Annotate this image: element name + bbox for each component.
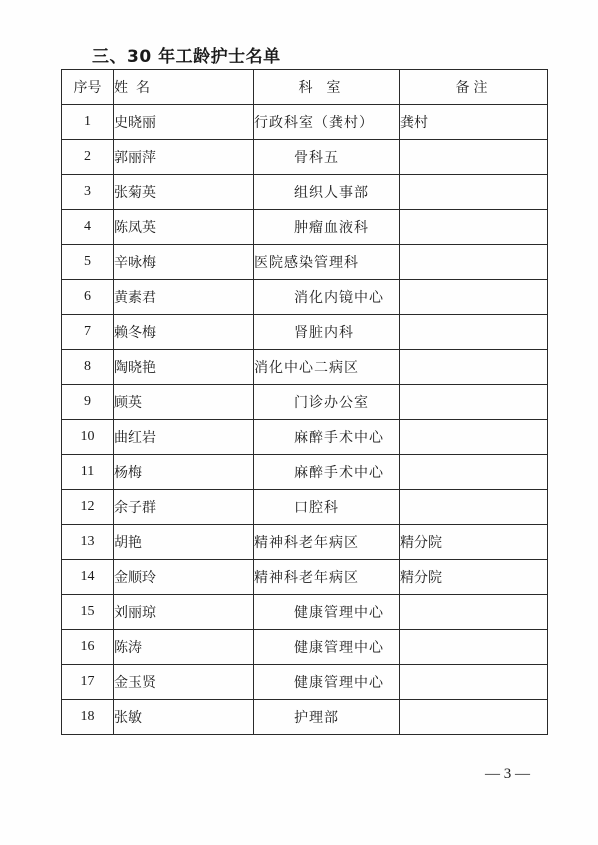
- cell-name: 顾英: [114, 385, 254, 420]
- cell-name: 金顺玲: [114, 560, 254, 595]
- table-row: [62, 455, 548, 490]
- header-seq: 序号: [62, 70, 114, 105]
- cell-dept: 健康管理中心: [254, 665, 400, 700]
- cell-seq: 18: [62, 700, 114, 735]
- cell-note: [400, 140, 548, 175]
- cell-note: [400, 210, 548, 245]
- table-row: [62, 595, 548, 630]
- cell-note: [400, 455, 548, 490]
- page-number: — 3 —: [485, 766, 530, 782]
- cell-seq: 15: [62, 595, 114, 630]
- table-row: [62, 420, 548, 455]
- table-row: [62, 665, 548, 700]
- cell-note: 龚村: [400, 105, 548, 140]
- cell-dept: 行政科室（龚村）: [254, 105, 400, 140]
- cell-dept: 肾脏内科: [254, 315, 400, 350]
- cell-seq: 4: [62, 210, 114, 245]
- section-title: 三、30 年工龄护士名单: [92, 47, 281, 67]
- nurse-roster-table: [61, 69, 548, 735]
- cell-seq: 3: [62, 175, 114, 210]
- cell-seq: 10: [62, 420, 114, 455]
- cell-dept: 肿瘤血液科: [254, 210, 400, 245]
- cell-note: [400, 420, 548, 455]
- table-row: [62, 315, 548, 350]
- header-note: 备注: [400, 70, 548, 105]
- cell-seq: 17: [62, 665, 114, 700]
- cell-name: 史晓丽: [114, 105, 254, 140]
- cell-dept: 门诊办公室: [254, 385, 400, 420]
- cell-dept: 消化内镜中心: [254, 280, 400, 315]
- table-row: [62, 490, 548, 525]
- cell-name: 陈凤英: [114, 210, 254, 245]
- cell-seq: 16: [62, 630, 114, 665]
- cell-seq: 1: [62, 105, 114, 140]
- table-row: [62, 560, 548, 595]
- cell-dept: 健康管理中心: [254, 595, 400, 630]
- cell-name: 张敏: [114, 700, 254, 735]
- cell-seq: 11: [62, 455, 114, 490]
- table-row: [62, 700, 548, 735]
- cell-note: [400, 630, 548, 665]
- cell-name: 余子群: [114, 490, 254, 525]
- cell-dept: 健康管理中心: [254, 630, 400, 665]
- cell-name: 刘丽琼: [114, 595, 254, 630]
- table-row: [62, 175, 548, 210]
- cell-seq: 5: [62, 245, 114, 280]
- cell-dept: 精神科老年病区: [254, 560, 400, 595]
- table-row: [62, 210, 548, 245]
- cell-name: 杨梅: [114, 455, 254, 490]
- cell-note: [400, 175, 548, 210]
- cell-seq: 12: [62, 490, 114, 525]
- cell-dept: 消化中心二病区: [254, 350, 400, 385]
- cell-dept: 麻醉手术中心: [254, 455, 400, 490]
- header-dept: 科室: [254, 70, 400, 105]
- table-row: [62, 385, 548, 420]
- cell-name: 郭丽萍: [114, 140, 254, 175]
- cell-note: [400, 245, 548, 280]
- cell-dept: 医院感染管理科: [254, 245, 400, 280]
- cell-seq: 2: [62, 140, 114, 175]
- cell-seq: 6: [62, 280, 114, 315]
- table-row: [62, 105, 548, 140]
- cell-note: [400, 350, 548, 385]
- cell-seq: 7: [62, 315, 114, 350]
- cell-name: 张菊英: [114, 175, 254, 210]
- cell-seq: 8: [62, 350, 114, 385]
- cell-dept: 组织人事部: [254, 175, 400, 210]
- cell-note: 精分院: [400, 560, 548, 595]
- cell-note: [400, 315, 548, 350]
- cell-name: 赖冬梅: [114, 315, 254, 350]
- cell-name: 辛咏梅: [114, 245, 254, 280]
- table-row: [62, 280, 548, 315]
- cell-name: 黄素君: [114, 280, 254, 315]
- cell-name: 金玉贤: [114, 665, 254, 700]
- cell-note: [400, 700, 548, 735]
- cell-seq: 13: [62, 525, 114, 560]
- cell-name: 陶晓艳: [114, 350, 254, 385]
- cell-dept: 骨科五: [254, 140, 400, 175]
- cell-note: 精分院: [400, 525, 548, 560]
- cell-dept: 护理部: [254, 700, 400, 735]
- cell-dept: 麻醉手术中心: [254, 420, 400, 455]
- cell-seq: 9: [62, 385, 114, 420]
- cell-note: [400, 280, 548, 315]
- table-row: [62, 140, 548, 175]
- cell-note: [400, 595, 548, 630]
- table-row: [62, 630, 548, 665]
- cell-note: [400, 385, 548, 420]
- table-header-row: [62, 70, 548, 105]
- cell-name: 陈涛: [114, 630, 254, 665]
- cell-name: 胡艳: [114, 525, 254, 560]
- cell-dept: 口腔科: [254, 490, 400, 525]
- table-row: [62, 350, 548, 385]
- cell-note: [400, 665, 548, 700]
- cell-note: [400, 490, 548, 525]
- header-name: 姓名: [114, 70, 254, 105]
- cell-dept: 精神科老年病区: [254, 525, 400, 560]
- table-row: [62, 525, 548, 560]
- table-row: [62, 245, 548, 280]
- cell-seq: 14: [62, 560, 114, 595]
- cell-name: 曲红岩: [114, 420, 254, 455]
